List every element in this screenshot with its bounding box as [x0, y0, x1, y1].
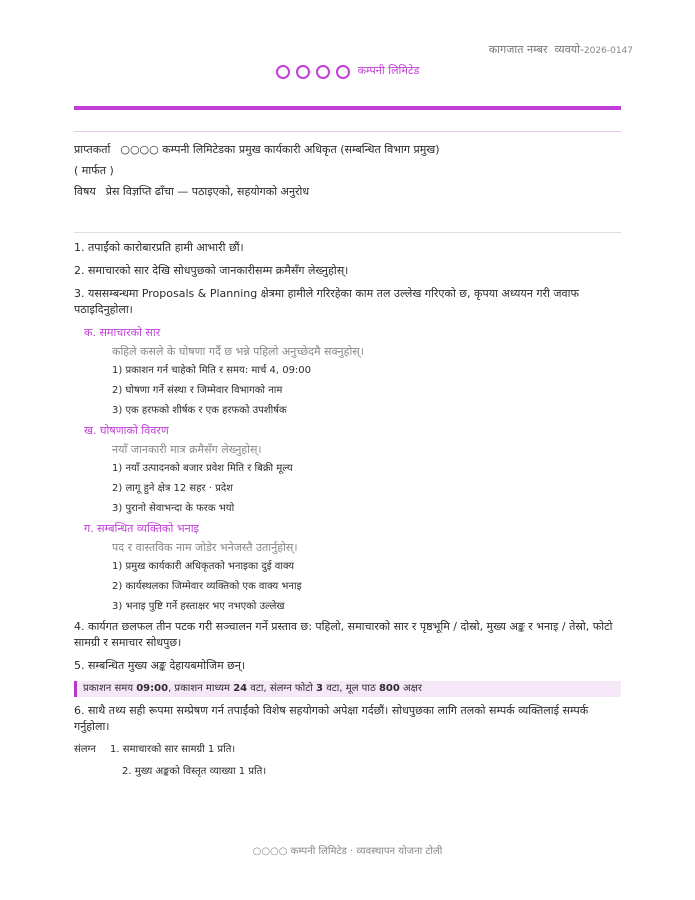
key-figure-value: 09:00	[136, 683, 169, 694]
divider	[74, 232, 621, 233]
subject-value: प्रेस विज्ञप्ति ढाँचा — पठाइएको, सहयोगको अनुरोध	[105, 185, 310, 198]
section-note: पद र वास्तविक नाम जोडेर भनेजस्तै उतार्नुहोस्।	[112, 541, 298, 554]
paragraph-5: 5. सम्बन्धित मुख्य अङ्क देहायबमोजिम छन्।	[74, 659, 246, 672]
recipient-label: प्राप्तकर्ता	[74, 143, 111, 156]
letter-header	[74, 142, 621, 205]
list-item: 3) एक हरफको शीर्षक र एक हरफको उपशीर्षक	[112, 405, 287, 416]
placeholder-circle-icon	[316, 65, 330, 79]
via-row: ( मार्फत )	[74, 164, 114, 177]
key-figures-text: वटा, मूल पाठ	[323, 683, 379, 694]
list-item: 3) भनाइ पुष्टि गर्ने हस्ताक्षर भए नभएको उल्लेख	[112, 601, 285, 612]
company-name-placeholder	[276, 61, 356, 80]
list-item: 1) प्रमुख कार्यकारी अधिकृतको भनाइका दुई वाक्य	[112, 561, 295, 572]
paragraph-6: 6. साथै तथ्य सही रूपमा सम्प्रेषण गर्न तपाईंको विशेष सहयोगको अपेक्षा गर्दछौं। सोधपुछका लागि तलको सम्पर्क व्यक्तिलाई सम्पर्क गर्नुहोला।	[74, 704, 589, 733]
recipient-value: ○○○○ कम्पनी लिमिटेडका प्रमुख कार्यकारी अधिकृत (सम्बन्धित विभाग प्रमुख)	[120, 143, 440, 156]
attachment-item: 2. मुख्य अङ्कको विस्तृत व्याख्या 1 प्रति।	[122, 766, 267, 777]
placeholder-circle-icon	[336, 65, 350, 79]
key-figures-text: , प्रकाशन माध्यम	[168, 683, 234, 694]
placeholder-circle-icon	[276, 65, 290, 79]
section-title: ख. घोषणाको विवरण	[84, 424, 169, 437]
list-item: 1) प्रकाशन गर्न चाहेको मिति र समय: मार्च 4, 09:00	[112, 365, 312, 376]
list-item: 3) पुरानो सेवाभन्दा के फरक भयो	[112, 503, 235, 514]
document-number-value: 2026-0147	[583, 46, 633, 56]
list-item: 1) नयाँ उत्पादनको बजार प्रवेश मिति र बिक्री मूल्य	[112, 463, 293, 474]
section-note: कहिले कसले के घोषणा गर्दै छ भन्ने पहिलो अनुच्छेदमै सक्नुहोस्।	[112, 345, 364, 358]
attachments-label: संलग्न	[74, 744, 96, 755]
placeholder-circle-icon	[296, 65, 310, 79]
key-figure-value: 3	[316, 683, 324, 694]
subject-row	[74, 184, 621, 200]
paragraph-4: 4. कार्यगत छलफल तीन पटक गरी सञ्चालन गर्ने प्रस्ताव छ: पहिलो, समाचारको सार र पृष्ठभूमि / दोस्रो, मुख्य अङ्क र भनाइ / तेस्रो, फोटो सामग्री र समाचार सोधपुछ।	[74, 620, 613, 649]
section-title: ग. सम्बन्धित व्यक्तिको भनाइ	[84, 522, 199, 535]
section-title: क. समाचारको सार	[84, 326, 161, 339]
header-divider	[74, 106, 621, 110]
subject-label: विषय	[74, 185, 96, 198]
document-number-prefix: व्यवयो-	[554, 43, 584, 56]
section-details	[84, 423, 621, 517]
company-name: कम्पनी लिमिटेड	[357, 64, 420, 77]
footer: ○○○○ कम्पनी लिमिटेड · व्यवस्थापन योजना टोली	[252, 846, 443, 857]
attachment-item: 1. समाचारको सार सामग्री 1 प्रति।	[110, 744, 236, 755]
key-figures-banner	[74, 681, 621, 697]
document-number	[489, 42, 633, 57]
list-item: 2) घोषणा गर्ने संस्था र जिम्मेवार विभागको नाम	[112, 385, 283, 396]
key-figure-value: 800	[378, 683, 400, 694]
paragraph-1: 1. तपाईंको कारोबारप्रति हामी आभारी छौं।	[74, 241, 244, 254]
key-figures-text: अक्षर	[399, 683, 422, 694]
letter-body	[74, 240, 621, 780]
section-quotes	[84, 521, 621, 615]
attachments	[74, 742, 621, 758]
divider	[74, 131, 621, 132]
document-number-label: कागजात नम्बर	[488, 43, 548, 56]
list-item: 2) लागू हुने क्षेत्र 12 सहर · प्रदेश	[112, 483, 233, 494]
company-heading	[0, 60, 695, 80]
section-summary	[84, 325, 621, 419]
recipient-row	[74, 142, 621, 158]
key-figures-text: वटा, संलग्न फोटो	[247, 683, 317, 694]
key-figure-value: 24	[233, 683, 248, 694]
section-note: नयाँ जानकारी मात्र क्रमैसँग लेख्नुहोस्।	[112, 443, 262, 456]
paragraph-2: 2. समाचारको सार देखि सोधपुछको जानकारीसम्म क्रमैसँग लेख्नुहोस्।	[74, 264, 349, 277]
key-figures-text: प्रकाशन समय	[83, 683, 137, 694]
list-item: 2) कार्यस्थलका जिम्मेवार व्यक्तिको एक वाक्य भनाइ	[112, 581, 302, 592]
paragraph-3: 3. यससम्बन्धमा Proposals & Planning क्षेत्रमा हामीले गरिरहेका काम तल उल्लेख गरिएको छ, कृपया अध्ययन गरी जवाफ पठाइदिनुहोला।	[74, 287, 579, 316]
